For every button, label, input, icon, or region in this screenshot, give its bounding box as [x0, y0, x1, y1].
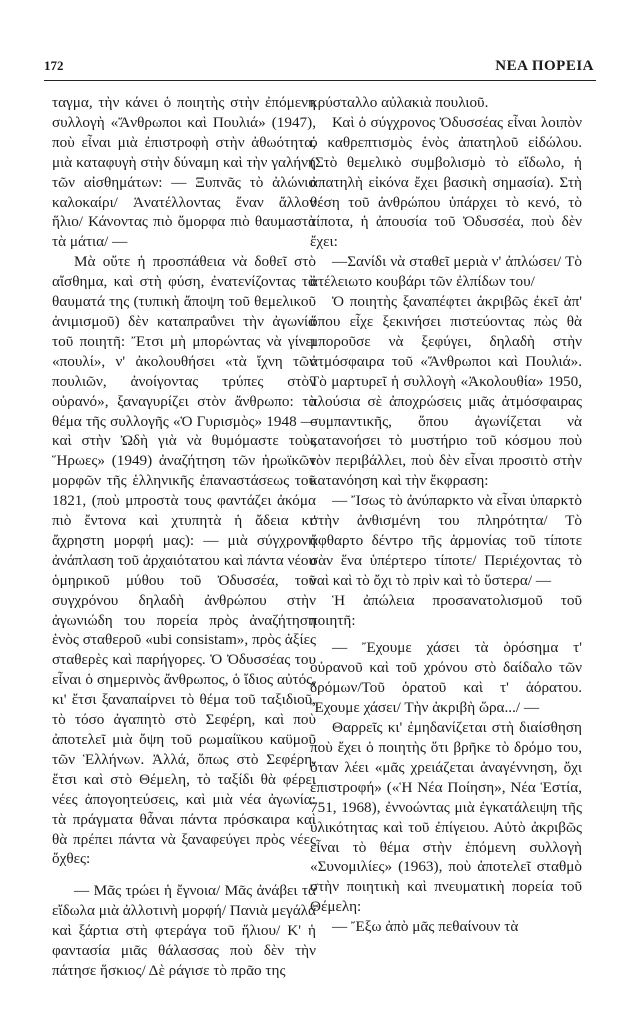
header-rule [44, 80, 596, 81]
right-paragraph-5: Θαρρεῖς κι' ἐμηδανίζεται στὴ διαίσθηση ποὺ ἔχει ὁ ποιητὴς ὅτι βρῆκε τὸ δρόμο του, ὅταν λέει «μᾶς χρειάζεται ἀναγέννηση, ὄχι ἐπιστροφή» («Ἡ Νέα Ποίηση», Νέα Ἑστία, 751, 1968), ἐννοώντας μιὰ ἐγκατάλειψη τῆς ὑλικότητας καὶ τοῦ ἐπίγειου. Αὐτὸ ἀκριβῶς εἶναι τὸ θέμα στὴν ἑπόμενη συλλογὴ «Συνομιλίες» (1963), ποὺ ἀποτελεῖ σταθμὸ στὴν ποιητικὴ καὶ πνευματικὴ πορεία τοῦ Θέμελη: [310, 719, 582, 916]
right-verse-quote-2: — Ἴσως τὸ ἀνύπαρκτο νὰ εἶναι ὑπαρκτὸ στὴν ἀνθισμένη του πληρότητα/ Τὸ ἄφθαρτο δέντρο τῆς ἁρμονίας τοῦ τίποτε σὰν ἕνα ὑπέρτερο τίποτε/ Περιέχοντας τὸ ναὶ καὶ τὸ ὄχι τὸ πρὶν καὶ τὸ ὕστερα/ — [310, 492, 582, 589]
right-column [310, 93, 582, 937]
left-column [52, 93, 316, 981]
right-paragraph-1: κρύσταλλο αὐλακιὰ πουλιοῦ. [310, 94, 489, 111]
running-title: ΝΕΑ ΠΟΡΕΙΑ [495, 58, 594, 74]
left-paragraph-1: ταγμα, τὴν κάνει ὁ ποιητὴς στὴν ἐπόμενη συλλογὴ «Ἄνθρωποι καὶ Πουλιά» (1947), ποὺ εἶναι μιὰ ἐπιστροφὴ στὴν ἀθωότητα, μιὰ καταφυγὴ στὴν δύναμη καὶ τὴν γαλήνη τῶν αἰσθημάτων: — Ξυπνᾶς τὸ ἀλώνιο καλοκαίρι/ Ἀνατέλλοντας ἕναν ἄλλον ἥλιο/ Κάνοντας πιὸ ὄμορφα πιὸ θαυμαστὰ τὰ μάτια/ — [52, 94, 316, 251]
right-paragraph-2: Καὶ ὁ σύγχρονος Ὀδυσσέας εἶναι λοιπὸν ὁ καθρεπτισμὸς ἑνὸς ἀπατηλοῦ εἰδώλου. (Στὸ θεμελικὸ συμβολισμὸ τὸ εἴδωλο, ἡ ἀπατηλὴ εἰκόνα ἔχει βασικὴ σημασία). Στὴ θέση τοῦ ἀνθρώπου ὑπάρχει τὸ κενό, τὸ τίποτα, ἡ ἀπουσία τοῦ Ὀδυσσέα, ποὺ δὲν ἔχει: [310, 113, 582, 251]
right-verse-quote-3: — Ἔχουμε χάσει τὰ ὀρόσημα τ' οὐρανοῦ καὶ τοῦ χρόνου στὸ δαίδαλο τῶν δρόμων/Τοῦ ὁρατοῦ καὶ τ' ἀόρατου. Ἔχουμε χάσει/ Τὴν ἀκριβὴ ὥρα.../ — [310, 639, 582, 717]
right-paragraph-4: Ἡ ἀπώλεια προσανατολισμοῦ τοῦ ποιητῆ: [310, 591, 582, 629]
left-verse-quote: — Μᾶς τρώει ἡ ἔγνοια/ Μᾶς ἀνάβει τὰ εἴδωλα μιὰ ἀλλοτινὴ μορφή/ Πανιὰ μεγάλα καὶ ξάρτια στὴ φτεράγα τοῦ ἥλιου/ Κ' ἡ φαντασία μιᾶς θάλασσας ποὺ δὲν τὴν πάτησε ἥσκιος/ Δὲ ράγισε τὸ πρᾶο της [52, 882, 316, 979]
left-paragraph-2: Μὰ οὔτε ἡ προσπάθεια νὰ δοθεῖ στὸ αἴσθημα, καὶ στὴ φύση, ἐνατενίζοντας τὰ θαυματά της (τυπικὴ ἄποψη τοῦ θεμελικοῦ ἀνιμισμοῦ) δὲν καταπραΰνει τὴν ἀγωνία τοῦ ποιητῆ: Ἔτσι μὴ μπορώντας νὰ γίνει «πουλί», ν' ἀκολουθήσει «τὰ ἴχνη τῶν πουλιῶν, ἀνοίγοντας τρύπες στὸν οὐρανό», ξαναγυρίζει στὸν ἄνθρωπο: τὸ θέμα τῆς συλλογῆς «Ὁ Γυρισμὸς» 1948 — καὶ στὴν Ὠδὴ γιὰ νὰ θυμόμαστε τοὺς Ἥρωες» (1949) ἀναζήτηση τῶν ἡρωϊκῶν μορφῶν τῆς ἑλληνικῆς ἐπαναστάσεως τοῦ 1821, (ποὺ μπροστὰ τους φαντάζει ἀκόμα πιὸ ἔντονα καὶ χτυπητὰ ἡ ἄδεια κι' ἄχρηστη μορφή μας): — μιὰ σύγχρονη ἀνάπλαση τοῦ ἀρχαιότατου καὶ πάντα νέου ὁμηρικοῦ μύθου τοῦ Ὀδυσσέα, τοῦ συγχρόνου δηλαδὴ ἀνθρώπου στὴν ἀγωνιώδη του πορεία πρὸς ἀναζήτηση ἑνὸς σταθεροῦ «ubi consistam», πρὸς ἀξίες σταθερὲς καὶ παρήγορες. Ὁ Ὀδυσσέας του εἶναι ὁ σημερινὸς ἄνθρωπος, ὁ ἴδιος αὐτός, κι' ἔτσι ξαναπαίρνει τὸ θέμα τοῦ ταξιδιοῦ, τὸ τόσο ἀγαπητὸ στὸ Σεφέρη, καὶ ποὺ ἀποτελεῖ μιὰ ὄψη τοῦ ρωμαίϊκου καϋμοῦ τῶν Ἑλλήνων. Ἀλλά, ὅπως στὸ Σεφέρη, ἔτσι καὶ στὸ Θέμελη, τὸ ταξίδι θὰ φέρει νέες ἀπογοητεύσεις, καὶ μιὰ νέα ἀγωνία: τὰ πράγματα θἆναι πάντα πρόσκαιρα καὶ θὰ πρέπει πάντα νὰ ξαναφεύγει πρὸς νέες ὄχθες: [52, 253, 316, 868]
page-header [44, 58, 594, 78]
page-number: 172 [44, 58, 64, 73]
right-verse-quote-1: —Σανίδι νὰ σταθεῖ μεριὰ ν' ἀπλώσει/ Τὸ ἀτέλειωτο κουβάρι τῶν ἐλπίδων του/ [310, 253, 582, 291]
right-verse-quote-4: — Ἔξω ἀπὸ μᾶς πεθαίνουν τὰ [332, 918, 519, 936]
right-paragraph-3: Ὁ ποιητὴς ξαναπέφτει ἀκριβῶς ἐκεῖ ἀπ' ὅπου εἶχε ξεκινήσει πιστεύοντας πὼς θὰ μποροῦσε νὰ ξεφύγει, δηλαδὴ στὴν ἀτμόσφαιρα τοῦ «Ἄνθρωποι καὶ Πουλιά». Τὸ μαρτυρεῖ ἡ συλλογὴ «Ἀκολουθία» 1950, πλούσια σὲ ἀποχρώσεις μιᾶς ἀτμόσφαιρας συμπαντικῆς, ὅπου ἀγωνίζεται νὰ κατανοήσει τὸ μυστήριο τοῦ κόσμου ποὺ τὸν περιβάλλει, ποὺ δὲν εἶναι προσιτὸ στὴν κατανόηση καὶ τὴν ἔκφραση: [310, 293, 582, 490]
